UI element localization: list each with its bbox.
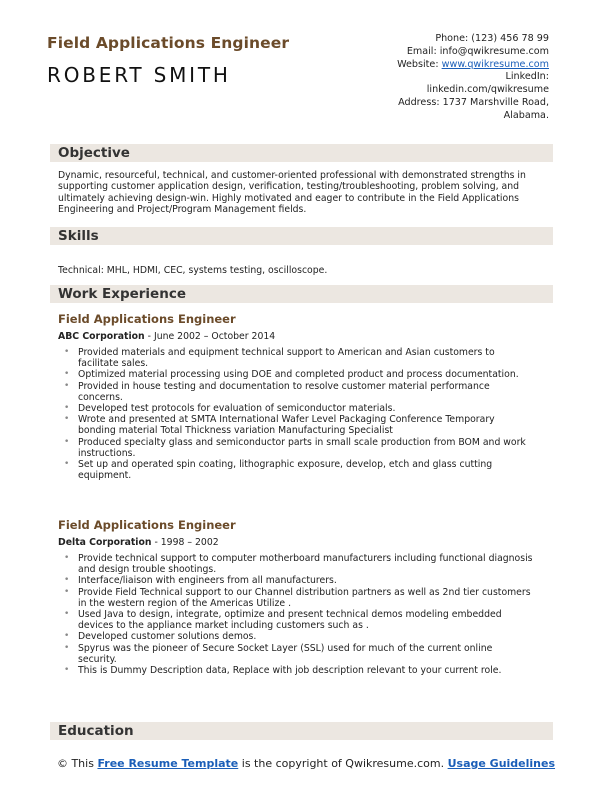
- job-dates-1: - June 2002 – October 2014: [144, 331, 276, 342]
- section-title-education: Education: [58, 723, 134, 739]
- website-label: Website:: [397, 58, 442, 70]
- list-item: • Provided in house testing and documentation to resolve customer material performance concerns.: [64, 381, 534, 403]
- list-item: • Provide technical support to computer motherboard manufacturers including functional diagnosis and design trouble shootings.: [64, 553, 534, 575]
- contact-email: Email: info@qwikresume.com: [406, 45, 549, 57]
- footer-middle: is the copyright of Qwikresume.com.: [238, 757, 448, 770]
- list-item: • Optimized material processing using DOE and completed product and process documentation.: [64, 369, 534, 380]
- usage-guidelines-link[interactable]: Usage Guidelines: [447, 757, 556, 770]
- list-item: • Used Java to design, integrate, optimize and present technical demos modeling embedded devices to the appliance market including customers such as .: [64, 609, 534, 631]
- company-line-2: [58, 537, 219, 548]
- job-title-2: Field Applications Engineer: [58, 518, 236, 532]
- company-line-1: [58, 331, 275, 342]
- list-item: • Provide Field Technical support to our Channel distribution partners as well as 2nd tier customers in the western region of the Americas Utilize .: [64, 587, 534, 609]
- contact-block: [309, 33, 549, 123]
- list-item: • Spyrus was the pioneer of Secure Socket Layer (SSL) used for much of the current online security.: [64, 643, 534, 665]
- section-title-objective: Objective: [58, 145, 130, 161]
- free-resume-template-link[interactable]: Free Resume Template: [97, 757, 239, 770]
- objective-text: Dynamic, resourceful, technical, and customer-oriented professional with demonstrated strengths in supporting customer application design, verification, testing/troubleshooting, problem solving, and ultimately achieving design-win. Highly motivated and eager to contribute in the Field Applications Engineering and Project/Program Management fields.: [58, 170, 526, 216]
- section-objective: [50, 144, 553, 162]
- company-name-1: ABC Corporation: [58, 331, 145, 342]
- candidate-name: ROBERT SMITH: [47, 63, 231, 87]
- section-skills: [50, 227, 553, 245]
- contact-website: [309, 59, 549, 72]
- contact-address-line1: Address: 1737 Marshville Road,: [398, 96, 549, 108]
- contact-linkedin-label: LinkedIn:: [505, 71, 549, 83]
- contact-phone: Phone: (123) 456 78 99: [435, 33, 549, 44]
- list-item: • Produced specialty glass and semiconductor parts in small scale production from BOM and work instructions.: [64, 437, 534, 459]
- list-item: • Wrote and presented at SMTA International Wafer Level Packaging Conference Temporary bonding material Total Thickness variation Manufacturing Specialist: [64, 414, 534, 436]
- job-title-1: Field Applications Engineer: [58, 312, 236, 326]
- list-item: • Provided materials and equipment technical support to American and Asian customers to facilitate sales.: [64, 347, 534, 369]
- company-name-2: Delta Corporation: [58, 537, 152, 548]
- section-work-experience: [50, 285, 553, 303]
- job-bullets-2: [64, 553, 534, 676]
- copyright-footer: [0, 757, 612, 771]
- skills-text: Technical: MHL, HDMI, CEC, systems testing, oscilloscope.: [58, 265, 328, 276]
- list-item: • Developed customer solutions demos.: [64, 631, 534, 642]
- contact-address-line2: Alabama.: [503, 109, 549, 121]
- resume-job-title: Field Applications Engineer: [47, 34, 290, 52]
- website-link[interactable]: www.qwikresume.com: [441, 58, 549, 70]
- section-education: [50, 722, 553, 740]
- footer-prefix: © This: [56, 757, 98, 770]
- list-item: • Set up and operated spin coating, lithographic exposure, develop, etch and glass cutting equipment.: [64, 459, 534, 481]
- job-dates-2: - 1998 – 2002: [151, 537, 219, 548]
- list-item: • Interface/liaison with engineers from all manufacturers.: [64, 575, 534, 586]
- list-item: • Developed test protocols for evaluation of semiconductor materials.: [64, 403, 534, 414]
- contact-linkedin-value: linkedin.com/qwikresume: [426, 84, 549, 96]
- section-title-work: Work Experience: [58, 286, 186, 302]
- list-item: • This is Dummy Description data, Replace with job description relevant to your current role.: [64, 665, 534, 676]
- job-bullets-1: [64, 347, 534, 481]
- section-title-skills: Skills: [58, 228, 99, 244]
